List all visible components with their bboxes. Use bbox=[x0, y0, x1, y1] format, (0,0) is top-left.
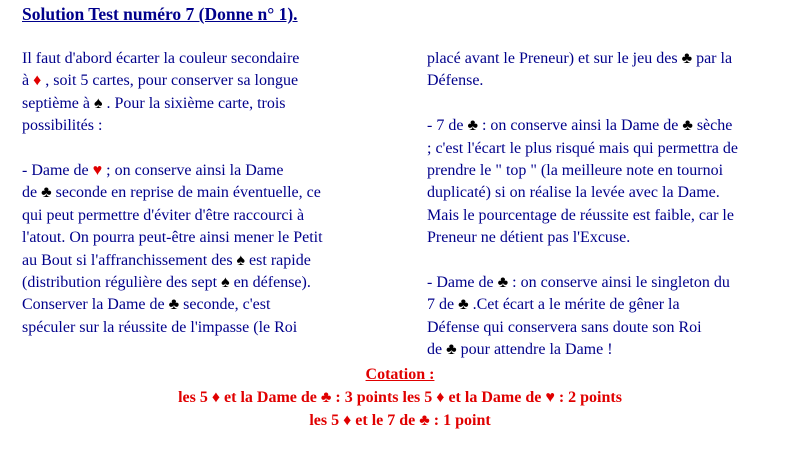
club-icon: ♣ bbox=[446, 341, 457, 359]
club-icon: ♣ bbox=[419, 412, 430, 429]
text-line: Preneur ne détient pas l'Excuse. bbox=[427, 229, 631, 247]
spade-icon: ♠ bbox=[221, 274, 230, 292]
text-line: possibilités : bbox=[22, 117, 103, 135]
text-fragment: - Dame de bbox=[22, 162, 93, 180]
text-fragment: et la Dame de bbox=[444, 389, 546, 406]
club-icon: ♣ bbox=[458, 296, 469, 314]
text-line bbox=[22, 294, 382, 316]
text-fragment: Conserver la Dame de bbox=[22, 296, 169, 314]
cotation-line bbox=[0, 412, 800, 430]
text-line: ; c'est l'écart le plus risqué mais qui permettra de bbox=[427, 139, 738, 157]
text-line: Défense qui conservera sans doute son Roi bbox=[427, 318, 702, 336]
text-fragment: , soit 5 cartes, pour conserver sa longue bbox=[41, 72, 299, 90]
text-fragment: et la Dame de bbox=[220, 389, 321, 406]
text-line bbox=[427, 294, 782, 316]
text-line: prendre le " top " (la meilleure note en tournoi bbox=[427, 162, 724, 180]
right-column bbox=[427, 48, 782, 362]
text-line: spéculer sur la réussite de l'impasse (le Roi bbox=[22, 318, 298, 336]
spade-icon: ♠ bbox=[93, 94, 103, 112]
text-fragment: : 2 points bbox=[554, 389, 622, 406]
text-line bbox=[427, 339, 782, 361]
club-icon: ♣ bbox=[168, 296, 180, 314]
text-fragment: : 1 point bbox=[429, 412, 491, 429]
text-line bbox=[22, 160, 382, 182]
text-fragment: ; on conserve ainsi la Dame bbox=[102, 162, 284, 180]
text-fragment: sèche bbox=[692, 117, 733, 135]
text-line bbox=[22, 272, 382, 294]
text-line: Il faut d'abord écarter la couleur secondaire bbox=[22, 50, 300, 67]
text-fragment: seconde en reprise de main éventuelle, ce bbox=[51, 184, 321, 202]
text-line: duplicaté) si on réalise la levée avec la Dame. bbox=[427, 184, 720, 202]
text-fragment: : on conserve ainsi le singleton du bbox=[508, 274, 730, 292]
text-line: l'atout. On pourra peut-être ainsi mener le Petit bbox=[22, 229, 323, 247]
paragraph-gap bbox=[427, 250, 782, 272]
club-icon: ♣ bbox=[467, 117, 478, 135]
text-fragment: : on conserve ainsi la Dame de bbox=[477, 117, 683, 135]
text-fragment: seconde, c'est bbox=[179, 296, 271, 314]
text-fragment: les 5 bbox=[309, 412, 344, 429]
text-fragment: par la bbox=[692, 50, 733, 67]
text-line bbox=[22, 250, 382, 272]
club-icon: ♣ bbox=[497, 274, 509, 292]
text-line bbox=[22, 93, 382, 115]
text-fragment: .Cet écart a le mérite de gêner la bbox=[468, 296, 680, 314]
spade-icon: ♠ bbox=[236, 251, 246, 269]
text-fragment: au Bout si l'affranchissement des bbox=[22, 251, 237, 269]
paragraph-gap bbox=[22, 138, 382, 160]
text-fragment: 7 de bbox=[427, 296, 459, 314]
text-fragment: - 7 de bbox=[427, 117, 468, 135]
text-fragment: (distribution régulière des sept bbox=[22, 274, 222, 292]
text-line bbox=[427, 272, 782, 294]
text-fragment: . Pour la sixième carte, trois bbox=[102, 94, 286, 112]
diamond-icon: ♦ bbox=[33, 72, 42, 90]
text-fragment: est rapide bbox=[245, 251, 311, 269]
text-fragment: placé avant le Preneur) et sur le jeu des bbox=[427, 50, 682, 67]
text-line bbox=[22, 70, 382, 92]
heart-icon: ♥ bbox=[545, 389, 555, 406]
page-title: Solution Test numéro 7 (Donne n° 1). bbox=[22, 4, 298, 24]
text-fragment: pour attendre la Dame ! bbox=[456, 341, 613, 359]
text-fragment: : 3 points les 5 bbox=[331, 389, 437, 406]
text-line: qui peut permettre d'éviter d'être raccourci à bbox=[22, 206, 305, 224]
text-line: Mais le pourcentage de réussite est faible, car le bbox=[427, 206, 734, 224]
text-fragment: septième à bbox=[22, 94, 94, 112]
text-fragment: et le 7 de bbox=[351, 412, 420, 429]
text-fragment: les 5 bbox=[178, 389, 212, 406]
text-line bbox=[427, 48, 782, 70]
cotation-line bbox=[0, 389, 800, 407]
club-icon: ♣ bbox=[682, 117, 693, 135]
text-line bbox=[22, 182, 382, 204]
heart-icon: ♥ bbox=[92, 162, 103, 180]
paragraph-gap bbox=[427, 93, 782, 115]
text-line: Défense. bbox=[427, 72, 484, 90]
cotation-title: Cotation : bbox=[365, 366, 435, 383]
text-fragment: à bbox=[22, 72, 34, 90]
text-fragment: - Dame de bbox=[427, 274, 498, 292]
text-fragment: de bbox=[427, 341, 447, 359]
text-line bbox=[427, 115, 782, 137]
club-icon: ♣ bbox=[41, 184, 52, 202]
diamond-icon: ♦ bbox=[211, 389, 221, 406]
diamond-icon: ♦ bbox=[343, 412, 352, 429]
club-icon: ♣ bbox=[320, 389, 332, 406]
club-icon: ♣ bbox=[681, 50, 693, 67]
left-column bbox=[22, 48, 382, 339]
diamond-icon: ♦ bbox=[436, 389, 445, 406]
text-fragment: en défense). bbox=[229, 274, 311, 292]
text-fragment: de bbox=[22, 184, 42, 202]
